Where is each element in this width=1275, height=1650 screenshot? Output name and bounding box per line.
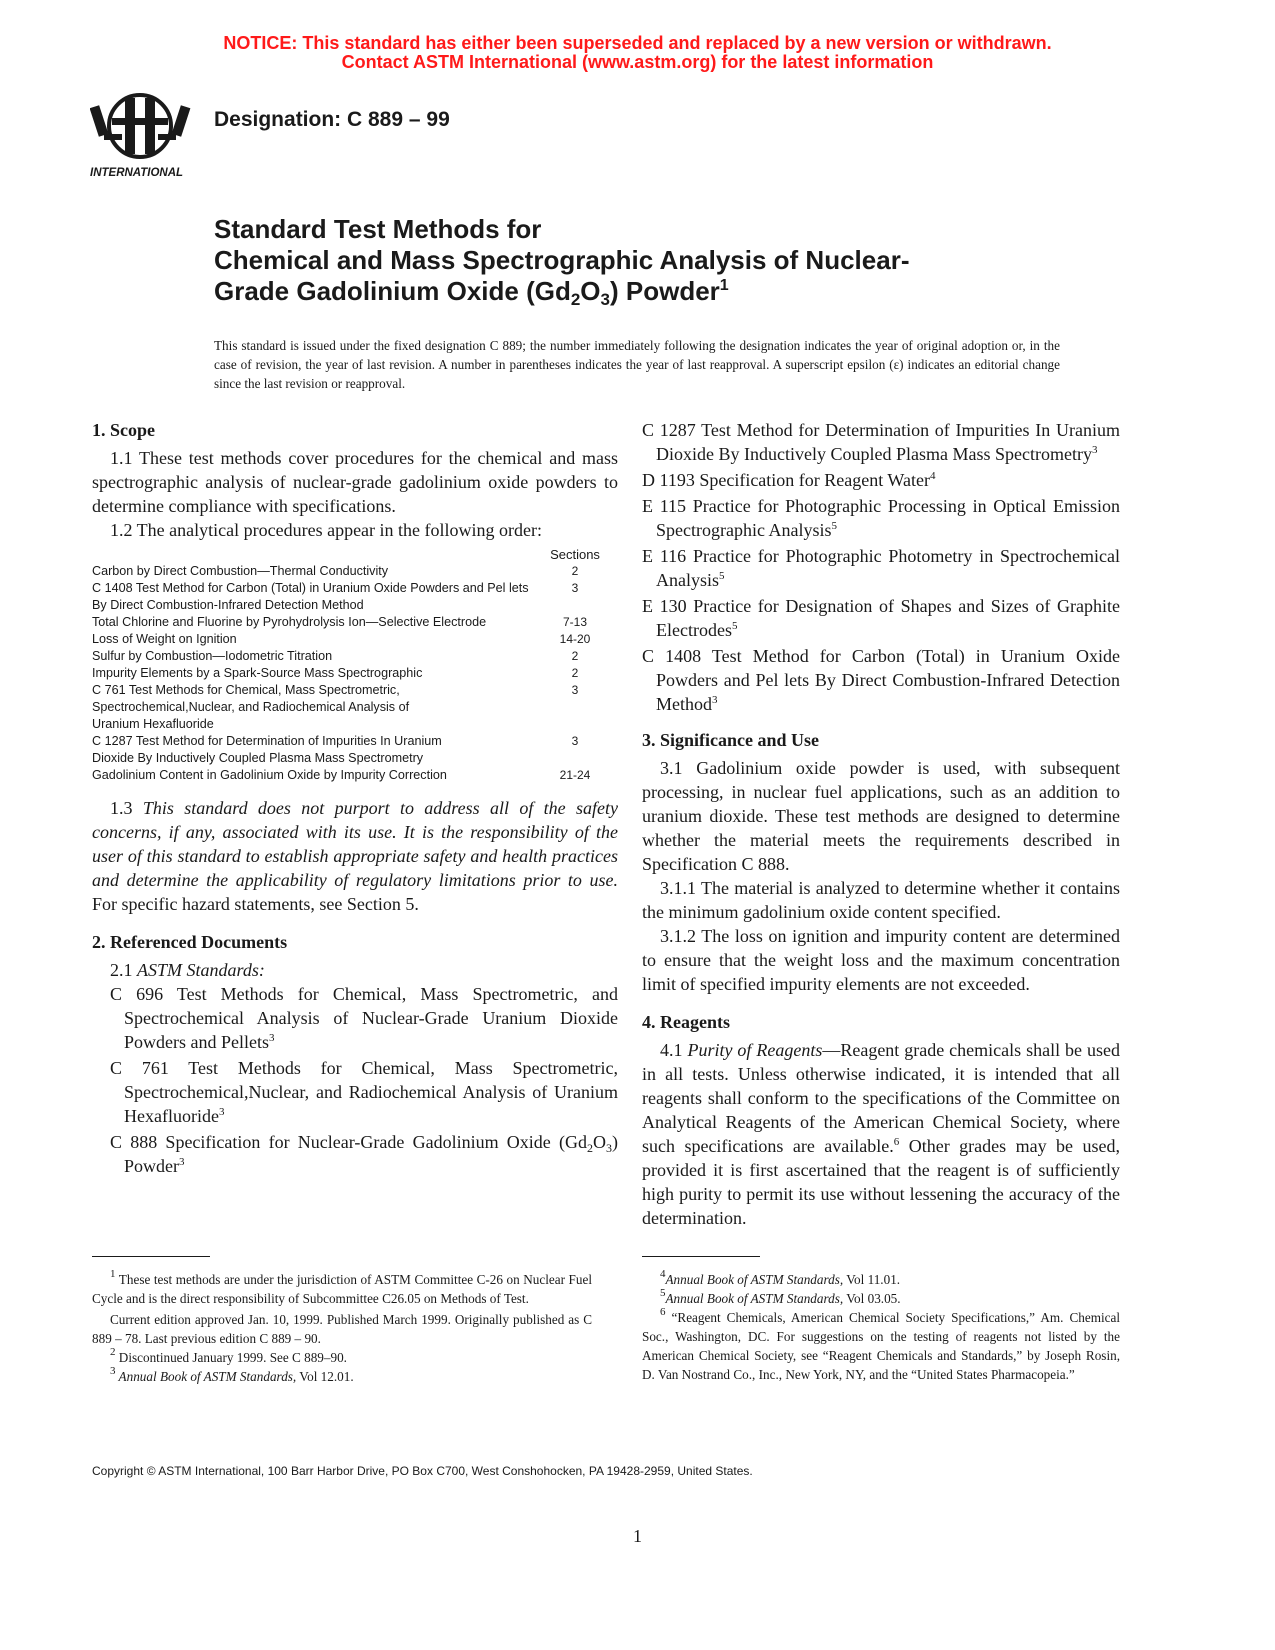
table-row: Gadolinium Content in Gadolinium Oxide by Impurity Correction 21-24 [92, 768, 591, 782]
notice-line-1: NOTICE: This standard has either been superseded and replaced by a new version or withdrawn. [223, 33, 1052, 53]
sections-header: Sections [550, 547, 600, 562]
right-column [642, 418, 1120, 1230]
footnote-6: $^6$ “Reagent Chemicals, American Chemical Society Specifications,” Am. Chemical Soc., Washington, DC. For suggestions on the testing of reagents not listed by the American Chemical Society, see “Reagent Chemicals and Standards,” by Joseph Rosin, D. Van Nostrand Co., Inc., New York, NY, and the “United States Pharmacopeia.” [642, 1306, 1120, 1382]
footnote-1-edition: Current edition approved Jan. 10, 1999. Published March 1999. Originally published as C 889 – 78. Last previous edition C 889 – 90. [92, 1312, 592, 1346]
copyright-notice: Copyright © ASTM International, 100 Barr Harbor Drive, PO Box C700, West Conshohocken, PA 19428-2959, United States. [92, 1464, 753, 1478]
section-heading-referenced-documents: 2. Referenced Documents [92, 932, 288, 952]
ref-c888: C 888 Specification for Nuclear-Grade Gadolinium Oxide $(Gd_2O_3)$ Powder$^3$ [110, 1132, 618, 1176]
paragraph-1-3: 1.3 This standard does not purport to address all of the safety concerns, if any, associated with its use. It is the responsibility of the user of this standard to establish appropriate safety and health practices and determine the applicability of regulatory limitations prior to use. For specific hazard statements, see Section 5. [92, 798, 619, 914]
table-row: C 1408 Test Method for Carbon (Total) in Uranium Oxide Powders and Pel lets By Direct Combustion-Infrared Detection Method 3 [92, 581, 579, 612]
notice-line-2: Contact ASTM International (www.astm.org) for the latest information [341, 52, 934, 72]
table-row: C 1287 Test Method for Determination of Impurities In Uranium Dioxide By Inductively Coupled Plasma Mass Spectrometry 3 [92, 734, 579, 765]
footnote-4: $^4$Annual Book of ASTM Standards, Vol 11.01. [660, 1268, 901, 1287]
ref-e116: E 116 Practice for Photographic Photometry in Spectrochemical Analysis$^5$ [642, 546, 1120, 590]
ref-c1408: C 1408 Test Method for Carbon (Total) in Uranium Oxide Powders and Pel lets By Direct Combustion-Infrared Detection Method$^3$ [642, 646, 1120, 714]
footnote-divider-right [642, 1256, 760, 1257]
footnotes-left [92, 1270, 592, 1386]
table-row: Impurity Elements by a Spark-Source Mass Spectrographic 2 [92, 666, 579, 680]
ref-e130: E 130 Practice for Designation of Shapes and Sizes of Graphite Electrodes$^5$ [642, 596, 1120, 640]
document-title [214, 214, 909, 307]
section-heading-scope: 1. Scope [92, 420, 155, 440]
table-row: Loss of Weight on Ignition 14-20 [92, 632, 591, 646]
paragraph-1-2: 1.2 The analytical procedures appear in the following order: [110, 520, 543, 540]
table-row: Carbon by Direct Combustion—Thermal Conductivity 2 [92, 564, 579, 578]
ref-d1193: D 1193 Specification for Reagent Water$^4$ [642, 470, 936, 490]
footnote-2: $^2$ Discontinued January 1999. See C 889–90. [110, 1346, 347, 1365]
designation: Designation: C 889 – 99 [214, 108, 450, 131]
ref-c696: C 696 Test Methods for Chemical, Mass Spectrometric, and Spectrochemical Analysis of Nuclear-Grade Uranium Dioxide Powders and Pellets$^3$ [110, 984, 618, 1052]
astm-logo-icon [90, 88, 200, 183]
sections-table [92, 546, 618, 784]
issuance-note: This standard is issued under the fixed designation C 889; the number immediately following the designation indicates the year of original adoption or, in the case of revision, the year of last revision. A number in parentheses indicates the year of last reapproval. A superscript epsilon (ε) indicates an editorial change since the last revision or reapproval. [214, 338, 1060, 391]
footnote-3: $^3$ Annual Book of ASTM Standards, Vol 12.01. [110, 1365, 354, 1384]
section-heading-significance: 3. Significance and Use [642, 730, 820, 750]
left-column [92, 418, 618, 1180]
withdrawal-notice [0, 34, 1275, 72]
paragraph-1-1: 1.1 These test methods cover procedures for the chemical and mass spectrographic analysis of nuclear-grade gadolinium oxide powders to determine compliance with specifications. [92, 448, 618, 516]
paragraph-3-1-2: 3.1.2 The loss on ignition and impurity content are determined to ensure that the weight loss and the maximum concentration limit of specified impurity elements are not exceeded. [642, 926, 1120, 994]
footnote-5: $^5$Annual Book of ASTM Standards, Vol 03.05. [660, 1287, 901, 1306]
logo-text: INTERNATIONAL [90, 167, 184, 179]
ref-c1287: C 1287 Test Method for Determination of Impurities In Uranium Dioxide By Inductively Coupled Plasma Mass Spectrometry$^3$ [642, 420, 1120, 464]
page-number: 1 [633, 1526, 642, 1546]
table-row: C 761 Test Methods for Chemical, Mass Spectrometric, Spectrochemical,Nuclear, and Radiochemical Analysis of Uranium Hexafluoride 3 [92, 683, 579, 731]
paragraph-4-1: 4.1 Purity of Reagents—Reagent grade chemicals shall be used in all tests. Unless otherwise indicated, it is intended that all reagents shall conform to the specifications of the Committee on Analytical Reagents of the American Chemical Society, where such specifications are available.$^6$ Other grades may be used, provided it is first ascertained that the reagent is of sufficiently high purity to permit its use without lessening the accuracy of the determination. [642, 1040, 1120, 1228]
footnote-divider-left [92, 1256, 210, 1257]
paragraph-2-1: 2.1 ASTM Standards: [110, 960, 265, 980]
table-row: Sulfur by Combustion—Iodometric Titration 2 [92, 649, 579, 663]
section-heading-reagents: 4. Reagents [642, 1012, 730, 1032]
footnote-1: $^1$ These test methods are under the jurisdiction of ASTM Committee C-26 on Nuclear Fuel Cycle and is the direct responsibility of Subcommittee C26.05 on Methods of Test. [92, 1268, 592, 1306]
paragraph-3-1-1: 3.1.1 The material is analyzed to determine whether it contains the minimum gadolinium oxide content specified. [642, 878, 1120, 922]
ref-e115: E 115 Practice for Photographic Processing in Optical Emission Spectrographic Analysis$^5$ [642, 496, 1120, 540]
footnotes-right [642, 1270, 1120, 1384]
ref-c761: C 761 Test Methods for Chemical, Mass Spectrometric, Spectrochemical,Nuclear, and Radiochemical Analysis of Uranium Hexafluoride$^3$ [110, 1058, 618, 1126]
title-line-2: Chemical and Mass Spectrographic Analysis of Nuclear- [214, 245, 910, 275]
title-line-1: Standard Test Methods for [214, 214, 542, 244]
table-row: Total Chlorine and Fluorine by Pyrohydrolysis Ion—Selective Electrode 7-13 [92, 615, 588, 629]
title-line-3: Grade Gadolinium Oxide $(Gd_2O_3)$ Powder$^1$ [214, 276, 729, 309]
paragraph-3-1: 3.1 Gadolinium oxide powder is used, with subsequent processing, in nuclear fuel applications, such as an addition to uranium dioxide. These test methods are designed to determine whether the material meets the requirements described in Specification C 888. [642, 758, 1120, 874]
